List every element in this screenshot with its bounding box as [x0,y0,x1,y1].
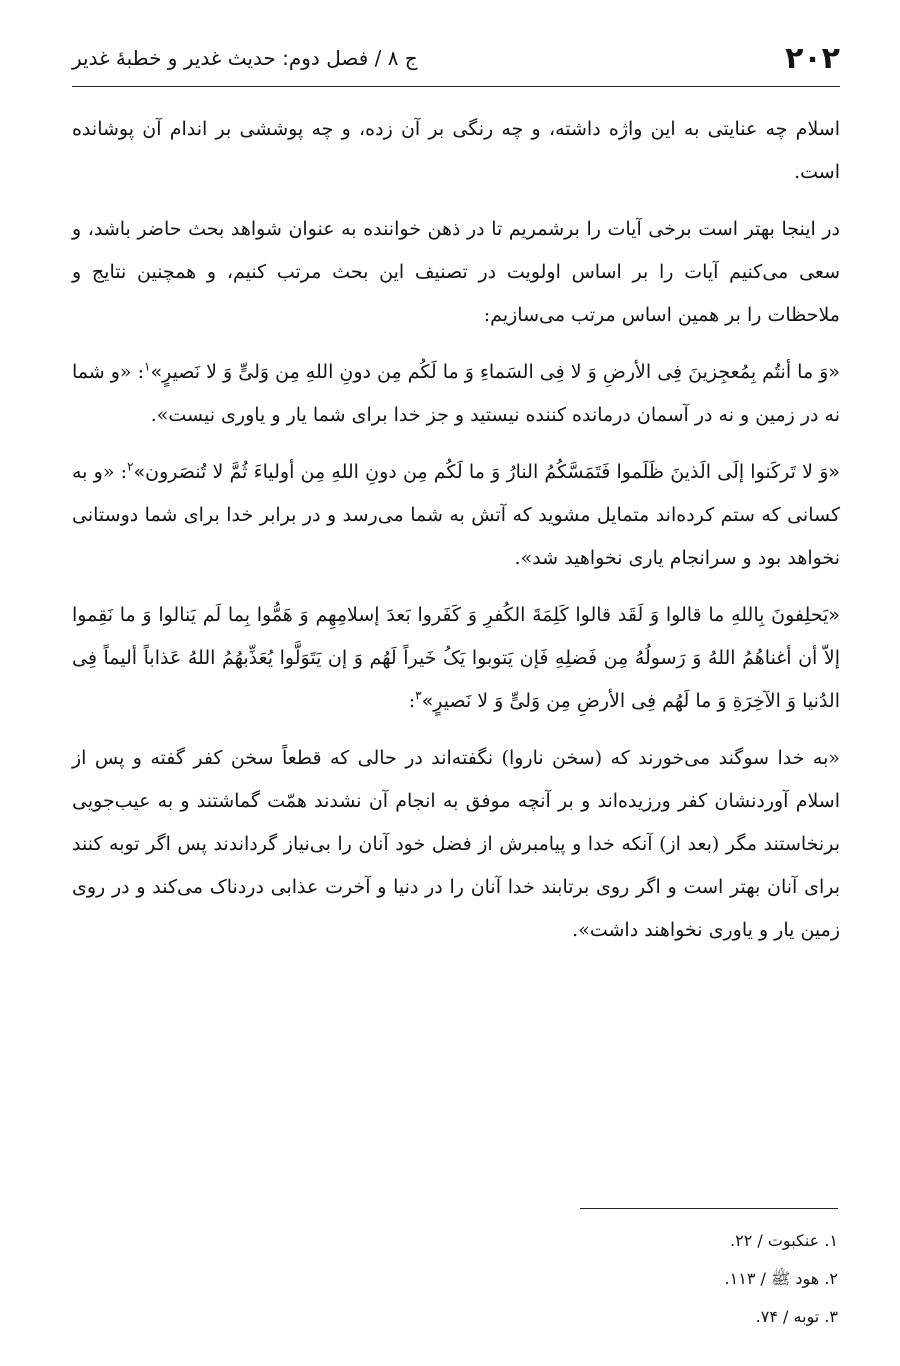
verse-2-arabic: «وَ لا تَرکَنوا إلَی الَذینَ ظَلَموا فَتَمَسَّکُمُ النارُ وَ ما لَکُم مِن دونِ اللهِ مِن أولیاءَ ثُمَّ لا تُنصَرون» [133,461,840,483]
body-text [72,108,840,966]
verse-3-translation: «به خدا سوگند می‌خورند که (سخن ناروا) نگفته‌اند در حالی که قطعاً سخن کفر گفته و پس از اسلام آوردنشان کفر ورزیده‌اند و بر آنچه موفق به انجام آن نشدند همّت گماشتند و به عیب‌جویی برنخاستند مگر (بعد از) آنکه خدا و پیامبرش از فضل خود آنان را بی‌نیاز گرداندند پس اگر توبه کنند برای آنان بهتر است و اگر روی برتابند خدا آنان را در دنیا و آخرت عذابی دردناک می‌کند و در روی زمین یار و یاوری نخواهند داشت». [72,747,840,941]
footnote-ref-2[interactable]: ۲ [127,459,134,474]
footnote-2: ۲. هود ﷺ / ۱۱۳. [724,1269,838,1288]
footnote-ref-3[interactable]: ۳ [415,688,422,703]
intro-text: اسلام چه عنایتی به این واژه داشته، و چه رنگی بر آن زده، و چه پوششی بر اندام آن پوشانده است. [72,118,840,183]
intro-paragraph [72,108,840,194]
verse-3-arabic: «یَحلِفونَ بِاللهِ ما قالوا وَ لَقَد قالوا کَلِمَةَ الکُفرِ وَ کَفَروا بَعدَ إسلامِهِم وَ هَمُّوا بِما لَم یَنالوا وَ ما نَقِموا إلاّ أن أغناهُمُ اللهُ وَ رَسولُهُ مِن فَضلِهِ فَإن یَتوبوا یَکُ خَیراً لَهُم وَ إن یَتَوَلَّوا یُعَذِّبهُمُ اللهُ عَذاباً أليماً فِی الدُنیا وَ الآخِرَةِ وَ ما لَهُم فِی الأرضِ مِن وَلیٍّ وَ لا نَصیرٍ» [72,604,840,712]
verse-1-arabic: «وَ ما أنتُم بِمُعجِزینَ فِی الأرضِ وَ لا فِی السَماءِ وَ ما لَکُم مِن دونِ اللهِ مِن وَلیٍّ وَ لا نَصیرٍ» [150,361,840,383]
verse-3-paragraph [72,594,840,723]
verse-1-paragraph [72,351,840,437]
verse-2-translation: : «و به کسانی که ستم کرده‌اند متمایل مشوید که آتش به شما می‌رسد و در برابر خدا برای شما دوستانی نخواهد بود و سرانجام یاری نخواهید شد». [72,461,840,569]
footnotes [580,1222,838,1336]
verse-1-translation: : «و شما نه در زمین و نه در آسمان درمانده کننده نیستید و جز خدا برای شما یار و یاوری نیست». [72,361,840,426]
footnote-1: ۱. عنکبوت / ۲۲. [730,1231,838,1250]
footnote-divider [580,1208,838,1209]
page-number: ۲۰۲ [785,40,840,76]
method-text: در اینجا بهتر است برخی آیات را برشمریم تا در ذهن خواننده به عنوان شواهد بحث حاضر باشد، و سعی می‌کنیم آیات را بر اساس اولویت در تصنیف این بحث مرتب کنیم، و همچنین نتایج و ملاحظات را بر همین اساس مرتب می‌سازیم: [72,218,840,326]
running-head: ج ۸ / فصل دوم: حدیث غدیر و خطبهٔ غدیر [72,46,418,70]
footnote-3: ۳. توبه / ۷۴. [755,1307,838,1326]
verse-3-translation-paragraph [72,737,840,952]
header-divider [72,86,840,87]
method-paragraph [72,208,840,337]
verse-3-tail: : [408,690,416,712]
footnote-ref-1[interactable]: ۱ [144,359,151,374]
verse-2-paragraph [72,451,840,580]
page-header [72,36,840,80]
